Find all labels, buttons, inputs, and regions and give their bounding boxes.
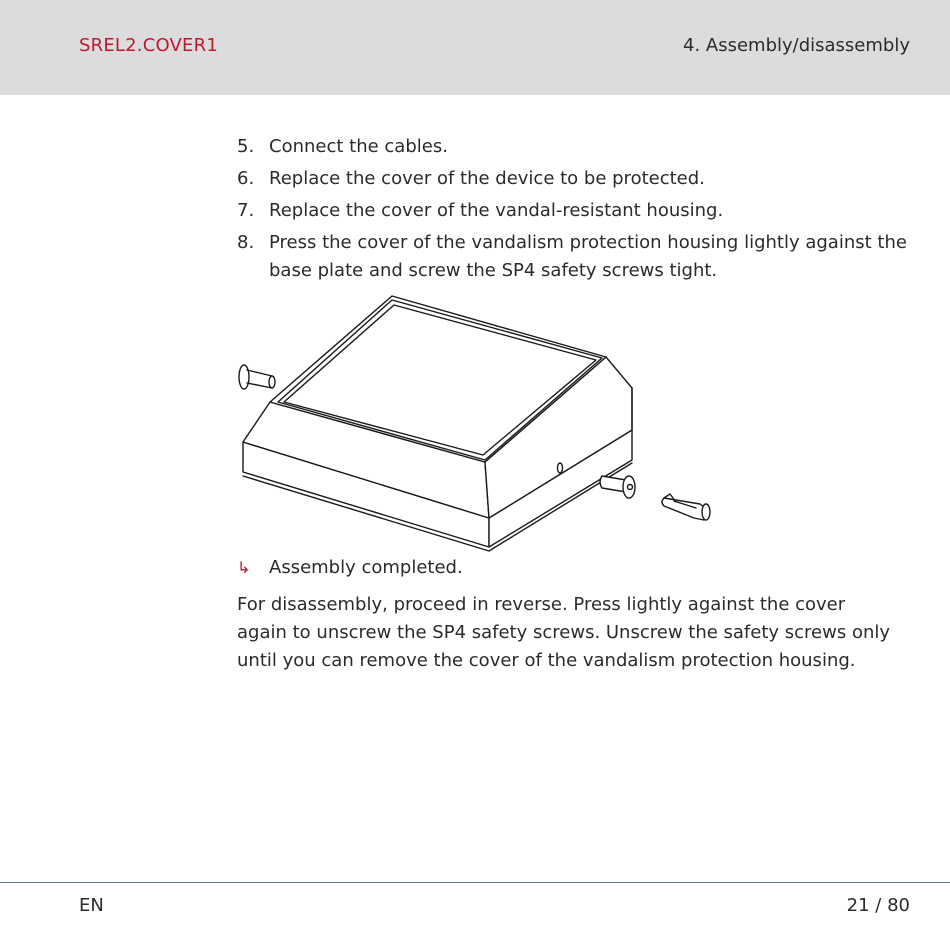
step-text: Replace the cover of the vandal-resistant housing. xyxy=(269,200,724,221)
safety-screw-right-icon xyxy=(600,476,635,498)
step-item xyxy=(237,229,907,285)
housing-assembly-illustration xyxy=(230,290,720,552)
step-text: Press the cover of the vandalism protection housing lightly against the base plate and screw the SP4 safety screws tight. xyxy=(269,232,907,281)
page-header xyxy=(0,0,950,95)
step-number: 7. xyxy=(237,200,255,221)
safety-screw-left-icon xyxy=(239,365,275,389)
result-arrow-icon: ↳ xyxy=(237,558,251,577)
result-text: Assembly completed. xyxy=(269,557,463,578)
step-text: Replace the cover of the device to be protected. xyxy=(269,168,705,189)
screwdriver-bit-icon xyxy=(662,494,710,520)
result-line xyxy=(237,554,463,582)
footer-page-number: 21 / 80 xyxy=(846,895,910,916)
step-number: 5. xyxy=(237,136,255,157)
step-item xyxy=(237,165,907,193)
document-title: SREL2.COVER1 xyxy=(79,35,218,56)
step-number: 6. xyxy=(237,168,255,189)
step-item xyxy=(237,197,907,225)
footer-divider xyxy=(0,882,950,883)
step-item xyxy=(237,133,907,161)
section-title: 4. Assembly/disassembly xyxy=(683,35,910,56)
footer-language: EN xyxy=(79,895,104,916)
disassembly-paragraph: For disassembly, proceed in reverse. Press lightly against the cover again to unscrew the SP4 safety screws. Unscrew the safety screws only until you can remove the cover of the vandalism protection housing. xyxy=(237,594,891,671)
instruction-steps xyxy=(237,133,907,289)
step-number: 8. xyxy=(237,232,255,253)
steps-list xyxy=(237,133,907,285)
step-text: Connect the cables. xyxy=(269,136,448,157)
